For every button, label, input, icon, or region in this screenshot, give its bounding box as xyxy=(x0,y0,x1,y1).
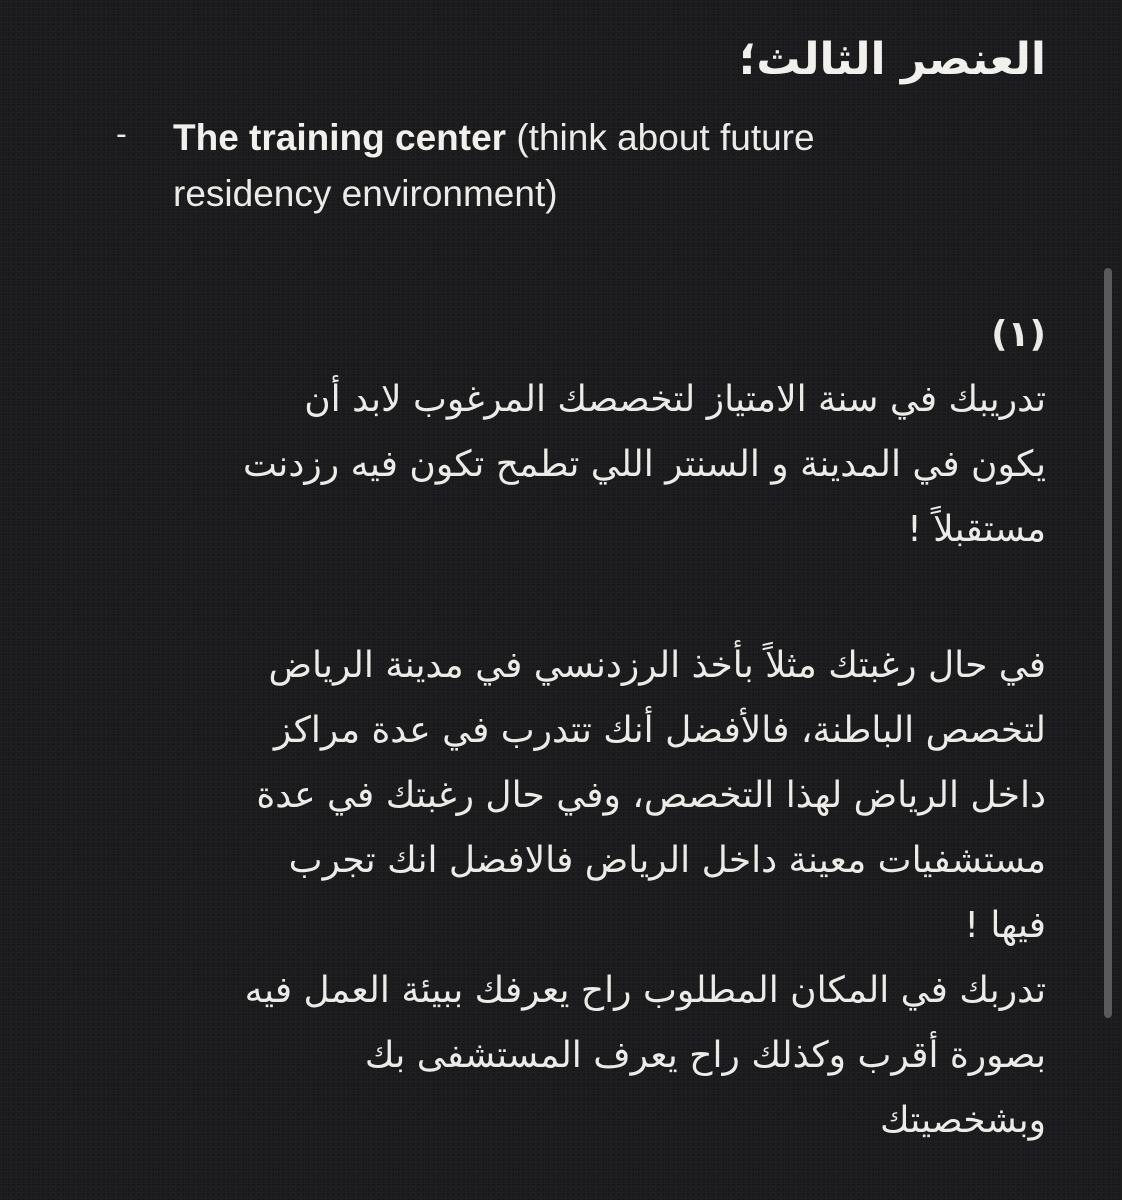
paragraph-line: بصورة أقرب وكذلك راح يعرف المستشفى بك xyxy=(364,1035,1046,1076)
bullet-rest-line1: (think about future xyxy=(506,117,815,158)
paragraph-line: يكون في المدينة و السنتر اللي تطمح تكون فيه رزدنت xyxy=(242,444,1046,485)
paragraph-line: وبشخصيتك xyxy=(879,1100,1046,1141)
bullet-bold-text: The training center xyxy=(173,117,507,158)
paragraph-line: داخل الرياض لهذا التخصص، وفي حال رغبتك في عدة xyxy=(256,775,1046,816)
paragraph-1 xyxy=(243,367,1046,562)
paragraph-line: تدربك في المكان المطلوب راح يعرفك ببيئة العمل فيه xyxy=(244,970,1046,1011)
paragraph-line: تدريبك في سنة الامتياز لتخصصك المرغوب لابد أن xyxy=(304,379,1046,420)
vertical-scrollbar[interactable] xyxy=(1104,268,1112,1018)
paragraph-line: مستقبلاً ! xyxy=(907,509,1046,550)
bullet-marker: - xyxy=(116,117,127,152)
paragraph-line: مستشفيات معينة داخل الرياض فالافضل انك تجرب xyxy=(288,840,1046,881)
paragraph-2 xyxy=(245,633,1046,1153)
paragraph-line: في حال رغبتك مثلاً بأخذ الرزدنسي في مدينة الرياض xyxy=(268,645,1046,686)
paragraph-line: فيها ! xyxy=(964,905,1046,946)
section-number-text: (١) xyxy=(991,314,1046,355)
note-heading: العنصر الثالث؛ xyxy=(738,34,1046,85)
paragraph-line: لتخصص الباطنة، فالأفضل أنك تتدرب في عدة مراكز xyxy=(273,710,1046,751)
bullet-item xyxy=(173,110,1033,222)
section-number xyxy=(991,302,1046,367)
scrollbar-thumb[interactable] xyxy=(1104,268,1112,1018)
bullet-rest-line2: residency environment) xyxy=(173,173,558,214)
